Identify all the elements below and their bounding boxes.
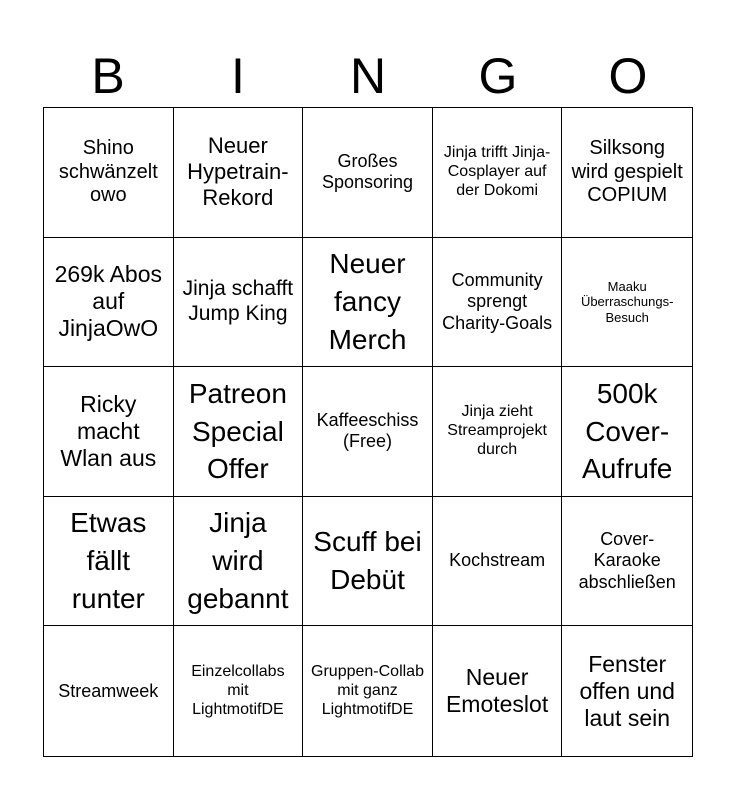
bingo-cell: 500k Cover-Aufrufe bbox=[562, 367, 692, 497]
bingo-cell: Neuer Hypetrain-Rekord bbox=[174, 108, 304, 238]
bingo-cell: Jinja wird gebannt bbox=[174, 497, 304, 627]
bingo-cell: Fenster offen und laut sein bbox=[579, 650, 675, 731]
bingo-cell: Einzelcollabs mit LightmotifDE bbox=[174, 626, 304, 756]
bingo-cell: 269k Abos auf JinjaOwO bbox=[44, 238, 174, 368]
bingo-board bbox=[43, 107, 693, 757]
bingo-cell: Jinja trifft Jinja-Cosplayer auf der Dokomi bbox=[433, 108, 563, 238]
bingo-header bbox=[43, 44, 693, 108]
bingo-cell: Kaffeeschiss (Free) bbox=[303, 367, 433, 497]
header-letter-b: B bbox=[91, 48, 125, 104]
header-letter-n: N bbox=[349, 48, 387, 104]
bingo-cell: Cover-Karaoke abschließen bbox=[562, 497, 692, 627]
bingo-cell: Streamweek bbox=[44, 626, 174, 756]
bingo-cell: Kochstream bbox=[433, 497, 563, 627]
bingo-cell: Neuer Emoteslot bbox=[433, 626, 563, 756]
bingo-cell: Jinja schafft Jump King bbox=[174, 238, 304, 368]
bingo-cell: Jinja zieht Streamprojekt durch bbox=[433, 367, 563, 497]
bingo-cell: Patreon Special Offer bbox=[174, 367, 304, 497]
bingo-cell: Silksong wird gespielt COPIUM bbox=[562, 108, 692, 238]
bingo-cell: Neuer fancy Merch bbox=[303, 238, 433, 368]
bingo-cell: Gruppen-Collab mit ganz LightmotifDE bbox=[303, 626, 433, 756]
bingo-cell: Maaku Überraschungs-Besuch bbox=[562, 238, 692, 368]
header-letter-o: O bbox=[608, 48, 648, 104]
bingo-cell: Großes Sponsoring bbox=[303, 108, 433, 238]
bingo-cell: Scuff bei Debüt bbox=[303, 497, 433, 627]
bingo-cell: Ricky macht Wlan aus bbox=[44, 367, 174, 497]
header-letter-g: G bbox=[478, 48, 518, 104]
header-letter-i: I bbox=[231, 48, 245, 104]
bingo-cell: Etwas fällt runter bbox=[44, 497, 174, 627]
bingo-cell: Community sprengt Charity-Goals bbox=[433, 238, 563, 368]
bingo-cell: Shino schwänzelt owo bbox=[44, 108, 174, 238]
